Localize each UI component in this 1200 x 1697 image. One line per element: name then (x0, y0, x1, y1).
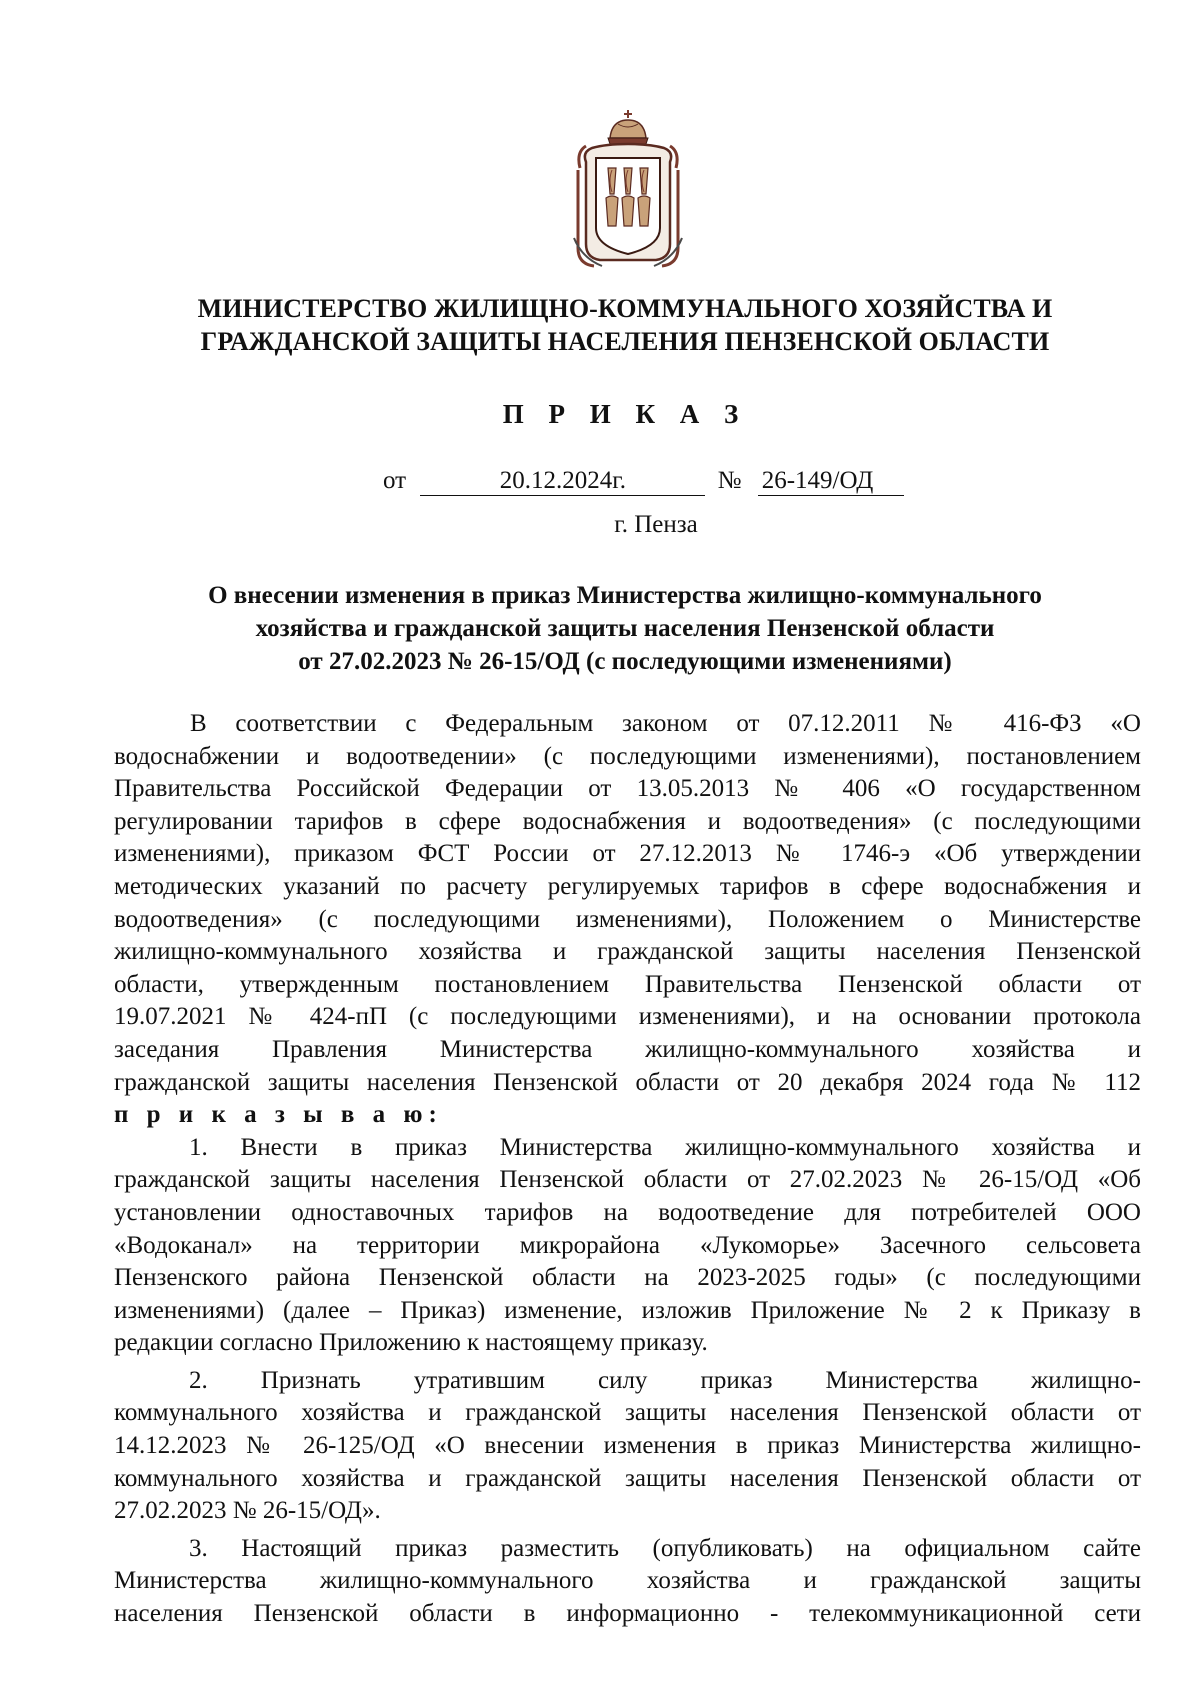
item-2-line: 14.12.2023 № 26-125/ОД «О внесении изменения в приказ Министерства жилищно- (114, 1432, 1141, 1460)
preamble-line: Правительства Российской Федерации от 13.05.2013 № 406 «О государственном (114, 775, 1141, 803)
order-number: 26-149/ОД (758, 467, 904, 496)
coat-of-arms-icon (572, 108, 684, 268)
item-3-line: Министерства жилищно-коммунального хозяйства и гражданской защиты (114, 1567, 1141, 1595)
item-1-line: редакции согласно Приложению к настоящему приказу. (114, 1329, 708, 1357)
item-2-line: 27.02.2023 № 26-15/ОД». (114, 1497, 381, 1525)
preamble-line: В соответствии с Федеральным законом от 07.12.2011 № 416-ФЗ «О (190, 710, 1141, 737)
item-1-line: 1. Внести в приказ Министерства жилищно-коммунального хозяйства и (189, 1133, 1141, 1161)
preamble-line: водоотведения» (с последующими изменениями), Положением о Министерстве (114, 905, 1141, 933)
item-2-line: 2. Признать утратившим силу приказ Министерства жилищно- (189, 1366, 1141, 1394)
subject-line: от 27.02.2023 № 26-15/ОД (с последующими изменениями) (298, 648, 952, 675)
preamble-line: гражданской защиты населения Пензенской области от 20 декабря 2024 года № 112 (114, 1068, 1141, 1096)
item-2-line: коммунального хозяйства и гражданской защиты населения Пензенской области от (114, 1464, 1141, 1492)
item-1-line: «Водоканал» на территории микрорайона «Лукоморье» Засечного сельсовета (114, 1231, 1141, 1259)
date-label: от (383, 467, 407, 494)
order-body (114, 708, 1141, 1631)
order-date-number-row (383, 465, 904, 497)
preamble-line: жилищно-коммунального хозяйства и гражданской защиты населения Пензенской (114, 938, 1141, 966)
item-2-line: коммунального хозяйства и гражданской защиты населения Пензенской области от (114, 1399, 1141, 1427)
preamble-line: заседания Правления Министерства жилищно-коммунального хозяйства и (114, 1035, 1141, 1063)
item-1-line: Пензенского района Пензенской области на 2023-2025 годы» (с последующими (114, 1264, 1141, 1292)
preamble-line: 19.07.2021 № 424-пП (с последующими изменениями), и на основании протокола (114, 1003, 1141, 1031)
preamble-line: регулировании тарифов в сфере водоснабжения и водоотведения» (с последующими (114, 807, 1141, 835)
order-subject (110, 579, 1140, 678)
item-1-line: гражданской защиты населения Пензенской области от 27.02.2023 № 26-15/ОД «Об (114, 1166, 1141, 1194)
order-city: г. Пенза (614, 511, 698, 538)
preamble-line: изменениями), приказом ФСТ России от 27.12.2013 № 1746-э «Об утверждении (114, 840, 1141, 868)
subject-line: хозяйства и гражданской защиты населения Пензенской области (255, 615, 995, 642)
ministry-name (110, 292, 1140, 358)
number-label: № (717, 467, 742, 494)
item-3-line: 3. Настоящий приказ разместить (опубликовать) на официальном сайте (189, 1534, 1141, 1562)
preamble-line: методических указаний по расчету регулируемых тарифов в сфере водоснабжения и (114, 872, 1141, 900)
preamble-line: водоснабжении и водоотведении» (с последующими изменениями), постановлением (114, 742, 1141, 770)
ministry-name-line: МИНИСТЕРСТВО ЖИЛИЩНО-КОММУНАЛЬНОГО ХОЗЯЙСТВА И (197, 294, 1053, 323)
subject-line: О внесении изменения в приказ Министерства жилищно-коммунального (208, 582, 1042, 609)
item-1-line: установлении одноставочных тарифов на водоотведение для потребителей ООО (114, 1198, 1141, 1226)
directive-word: п р и к а з ы в а ю: (114, 1101, 443, 1129)
preamble-line: области, утвержденным постановлением Правительства Пензенской области от (114, 970, 1141, 998)
item-3-line: населения Пензенской области в информационно - телекоммуникационной сети (114, 1600, 1141, 1628)
ministry-name-line: ГРАЖДАНСКОЙ ЗАЩИТЫ НАСЕЛЕНИЯ ПЕНЗЕНСКОЙ ОБЛАСТИ (200, 327, 1050, 356)
item-1-line: изменениями) (далее – Приказ) изменение, изложив Приложение № 2 к Приказу в (114, 1296, 1141, 1324)
order-title: П Р И К А З (502, 399, 748, 429)
order-date: 20.12.2024г. (420, 467, 705, 496)
